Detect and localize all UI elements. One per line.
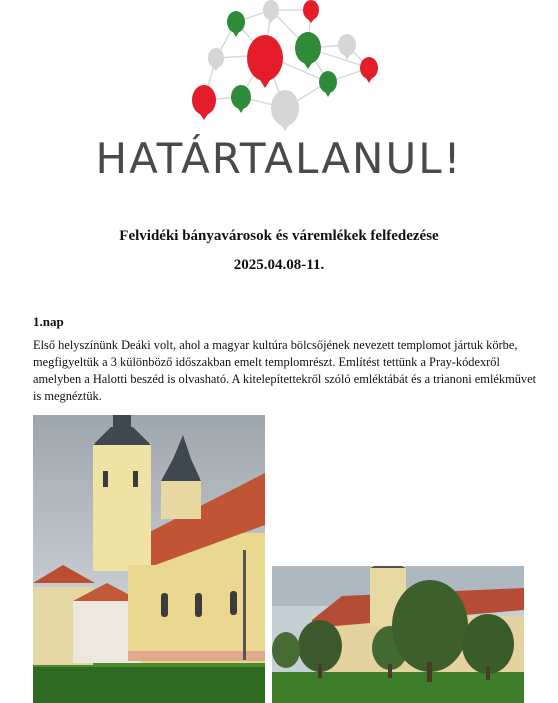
balloons	[192, 0, 378, 131]
balloon-network-icon	[180, 0, 380, 135]
logo	[0, 0, 558, 185]
church-garden-photo-icon	[272, 566, 524, 703]
church-garden-photo	[272, 566, 524, 703]
section-heading: 1.nap	[33, 314, 64, 329]
section-paragraph: Első helyszínünk Deáki volt, ahol a magyar kultúra bölcsőjének nevezett templomot jártuk körbe, megfigyeltük a 3 különböző időszakban emelt templomrészt. Említést tettünk a Pray-kódexről amelyben a Halotti beszéd is olvasható. A kitelepítettekről szóló emléktábát és a trianoni emlékművet is megnéztük.	[33, 338, 537, 403]
church-photo-icon	[33, 415, 265, 703]
document-title: Felvidéki bányavárosok és váremlékek felfedezése	[119, 228, 439, 244]
brand-wordmark: HATÁRTALANUL!	[95, 134, 463, 183]
document-date: 2025.04.08-11.	[233, 257, 325, 273]
church-photo	[33, 415, 265, 703]
